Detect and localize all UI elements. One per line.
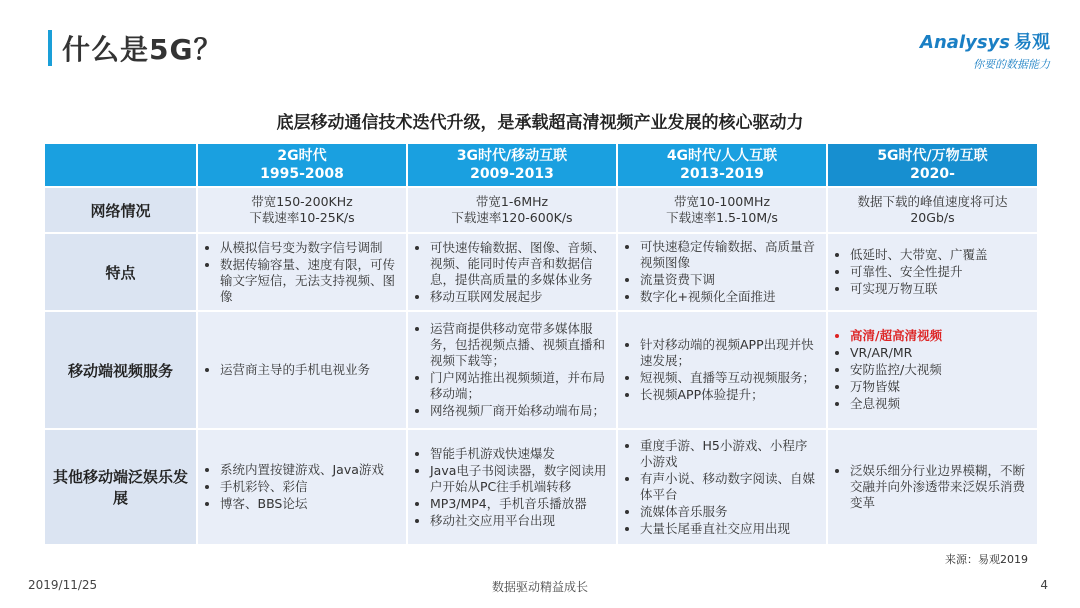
- bullet-list: [836, 328, 1029, 412]
- bullet-item: • 运营商提供移动宽带多媒体服务，包括视频点播、视频直播和视频下载等；: [430, 321, 608, 369]
- table-cell: [197, 311, 407, 429]
- column-header-2g: 2G时代 1995-2008: [197, 143, 407, 187]
- cell-line: 数据下载的峰值速度将可达: [857, 194, 1008, 209]
- page-title: 什么是5G？: [62, 33, 223, 66]
- bullet-list: [206, 462, 398, 512]
- source-note: 来源：易观2019: [945, 553, 1028, 566]
- bullet-item: • 可快速稳定传输数据、高质量音视频图像: [640, 239, 818, 271]
- bullet-list: [836, 247, 1029, 297]
- table-cell: [827, 187, 1038, 233]
- bullet-item: • 万物皆媒: [850, 379, 1029, 395]
- table-cell: [407, 233, 617, 311]
- bullet-item: • 大量长尾垂直社交应用出现: [640, 521, 818, 537]
- table-cell: [617, 311, 827, 429]
- table-row: [44, 429, 1038, 545]
- bullet-item: • 智能手机游戏快速爆发: [430, 446, 608, 462]
- bullet-item: • VR/AR/MR: [850, 345, 1029, 361]
- table-cell: [407, 429, 617, 545]
- bullet-list: [626, 337, 818, 403]
- table-row: [44, 311, 1038, 429]
- bullet-list: [416, 446, 608, 529]
- table-cell: [617, 233, 827, 311]
- bullet-list: [836, 463, 1029, 511]
- bullet-item: • 移动互联网发展起步: [430, 289, 608, 305]
- bullet-item: • MP3/MP4，手机音乐播放器: [430, 496, 608, 512]
- row-header: 网络情况: [44, 187, 197, 233]
- bullet-item: • 全息视频: [850, 396, 1029, 412]
- bullet-item: • 系统内置按键游戏、Java游戏: [220, 462, 398, 478]
- bullet-item: • 博客、BBS论坛: [220, 496, 398, 512]
- bullet-item: • 针对移动端的视频APP出现并快速发展；: [640, 337, 818, 369]
- bullet-item: • 长视频APP体验提升；: [640, 387, 818, 403]
- evolution-table: [43, 142, 1039, 546]
- bullet-item: • 数据传输容量、速度有限，可传输文字短信，无法支持视频、图像: [220, 257, 398, 305]
- footer-date: 2019/11/25: [28, 578, 98, 592]
- column-header-4g: 4G时代/人人互联 2013-2019: [617, 143, 827, 187]
- bullet-item: • 有声小说、移动数字阅读、自媒体平台: [640, 471, 818, 503]
- table-cell: [827, 233, 1038, 311]
- bullet-item: • 门户网站推出视频频道，并布局移动端；: [430, 370, 608, 402]
- bullet-list: [626, 438, 818, 537]
- row-header: 移动端视频服务: [44, 311, 197, 429]
- bullet-item: • 网络视频厂商开始移动端布局；: [430, 403, 608, 419]
- bullet-item: • 泛娱乐细分行业边界模糊，不断交融并向外渗透带来泛娱乐消费变革: [850, 463, 1029, 511]
- table-cell: [617, 429, 827, 545]
- bullet-item: • 移动社交应用平台出现: [430, 513, 608, 529]
- header-corner: [44, 143, 197, 187]
- table-row: [44, 187, 1038, 233]
- bullet-list: [626, 239, 818, 305]
- bullet-item: • 手机彩铃、彩信: [220, 479, 398, 495]
- bullet-item: • 数字化+视频化全面推进: [640, 289, 818, 305]
- bullet-item: • 可靠性、安全性提升: [850, 264, 1029, 280]
- column-header-5g: 5G时代/万物互联 2020-: [827, 143, 1038, 187]
- analysys-logo: [920, 28, 1050, 72]
- bullet-item: • 可快速传输数据、图像、音频、视频、能同时传声音和数据信息，提供高质量的多媒体业务: [430, 240, 608, 288]
- table-cell: [197, 429, 407, 545]
- bullet-item: • 流量资费下调: [640, 272, 818, 288]
- bullet-list: [206, 240, 398, 305]
- table-cell: [827, 311, 1038, 429]
- bullet-list: [206, 362, 398, 378]
- logo-en: Analysys: [920, 32, 1010, 53]
- cell-line: 20Gb/s: [910, 210, 955, 225]
- logo-tagline: 你要的数据能力: [973, 58, 1050, 71]
- table-cell: [827, 429, 1038, 545]
- bullet-list: [416, 321, 608, 419]
- bullet-item: • 低延时、大带宽、广覆盖: [850, 247, 1029, 263]
- title-accent-bar: [48, 30, 52, 66]
- bullet-item: • 可实现万物互联: [850, 281, 1029, 297]
- bullet-item: • 短视频、直播等互动视频服务；: [640, 370, 818, 386]
- table-cell: [617, 187, 827, 233]
- bullet-item: • 安防监控/大视频: [850, 362, 1029, 378]
- cell-line: 下载速率1.5-10M/s: [666, 210, 778, 225]
- column-header-3g: 3G时代/移动互联 2009-2013: [407, 143, 617, 187]
- bullet-list: [416, 240, 608, 305]
- table-header-row: [44, 143, 1038, 187]
- bullet-item: • 从模拟信号变为数字信号调制: [220, 240, 398, 256]
- table-cell: [197, 233, 407, 311]
- row-header: 其他移动端泛娱乐发展: [44, 429, 197, 545]
- cell-line: 带宽150-200KHz: [251, 194, 353, 209]
- bullet-item: • 重度手游、H5小游戏、小程序小游戏: [640, 438, 818, 470]
- logo-cn: 易观: [1014, 32, 1050, 53]
- footer-slogan: 数据驱动精益成长: [491, 580, 588, 594]
- cell-line: 下载速率120-600K/s: [451, 210, 573, 225]
- bullet-item: • 运营商主导的手机电视业务: [220, 362, 398, 378]
- slide-subtitle: 底层移动通信技术迭代升级，是承载超高清视频产业发展的核心驱动力: [276, 113, 804, 133]
- table-cell: [197, 187, 407, 233]
- bullet-item: • 流媒体音乐服务: [640, 504, 818, 520]
- table-cell: [407, 187, 617, 233]
- cell-line: 下载速率10-25K/s: [249, 210, 355, 225]
- table-cell: [407, 311, 617, 429]
- bullet-item: • 高清/超高清视频: [850, 328, 1029, 344]
- cell-line: 带宽10-100MHz: [673, 194, 771, 209]
- page-number: 4: [1040, 578, 1048, 592]
- table-row: [44, 233, 1038, 311]
- bullet-item: • Java电子书阅读器，数字阅读用户开始从PC往手机端转移: [430, 463, 608, 495]
- row-header: 特点: [44, 233, 197, 311]
- cell-line: 带宽1-6MHz: [475, 194, 549, 209]
